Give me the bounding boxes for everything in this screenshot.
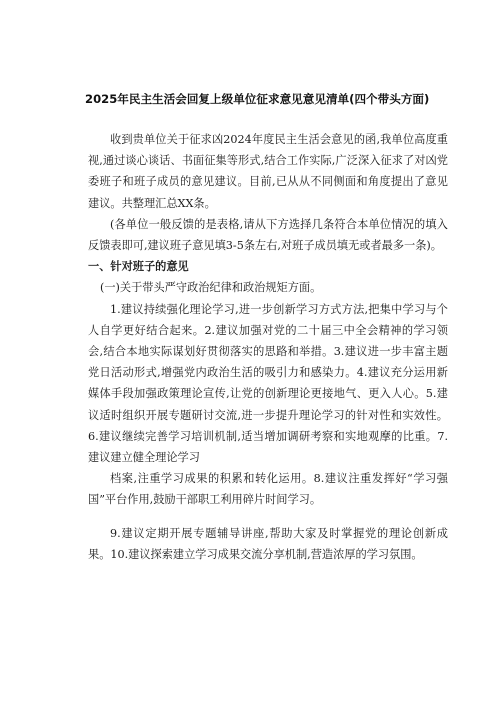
- subsection-heading: (一)关于带头严守政治纪律和政治规矩方面。: [100, 281, 322, 295]
- document-title: 2025年民主生活会回复上级单位征求意见意见清单(四个带头方面): [85, 92, 430, 106]
- paragraph-gap: [88, 511, 448, 523]
- items-paragraph: 1.建议持续强化理论学习,进一步创新学习方式方法,把集中学习与个人自学更好结合起来。2.建议加强对党的二十届三中全会精神的学习领会,结合本地实际谋划好贯彻落实的思路和举措。3.建议进一步丰富主题党日活动形式,增强党内政治生活的吸引力和感染力。4.建议充分运用新媒体手段加强政策理论宣传,让党的创新理论更接地气、更入人心。5.建议适时组织开展专题研讨交流,进一步提升理论学习的针对性和实效性。6.建议继续完善学习培训机制,适当增加调研考察和实地观摩的比重。7.建议建立健全理论学习: [88, 302, 448, 465]
- intro-paragraph: 收到贵单位关于征求凶2024年度民主生活会意见的函,我单位高度重视,通过谈心谈话、书面征集等形式,结合工作实际,广泛深入征求了对凶党委班子和班子成员的意见建议。目前,已从从不同侧面和角度提出了意见建议。共整理汇总XX条。: [88, 133, 448, 210]
- items-paragraph-second: 9.建议定期开展专题辅导讲座,帮助大家及时掌握党的理论创新成果。10.建议探索建立学习成果交流分享机制,营造浓厚的学习氛围。: [88, 526, 448, 561]
- section-heading: 一、针对班子的意见: [88, 260, 189, 274]
- items-paragraph-continued: 档案,注重学习成果的积累和转化运用。8.建议注重发挥好“学习强国”平台作用,鼓励干部职工利用碎片时间学习。: [88, 472, 448, 507]
- note-paragraph: (各单位一般反馈的是表格,请从下方选择几条符合本单位情况的填入反馈表即可,建议班子意见填3-5条左右,对班子成员填无或者最多一条)。: [88, 217, 448, 253]
- document-body: [88, 129, 448, 565]
